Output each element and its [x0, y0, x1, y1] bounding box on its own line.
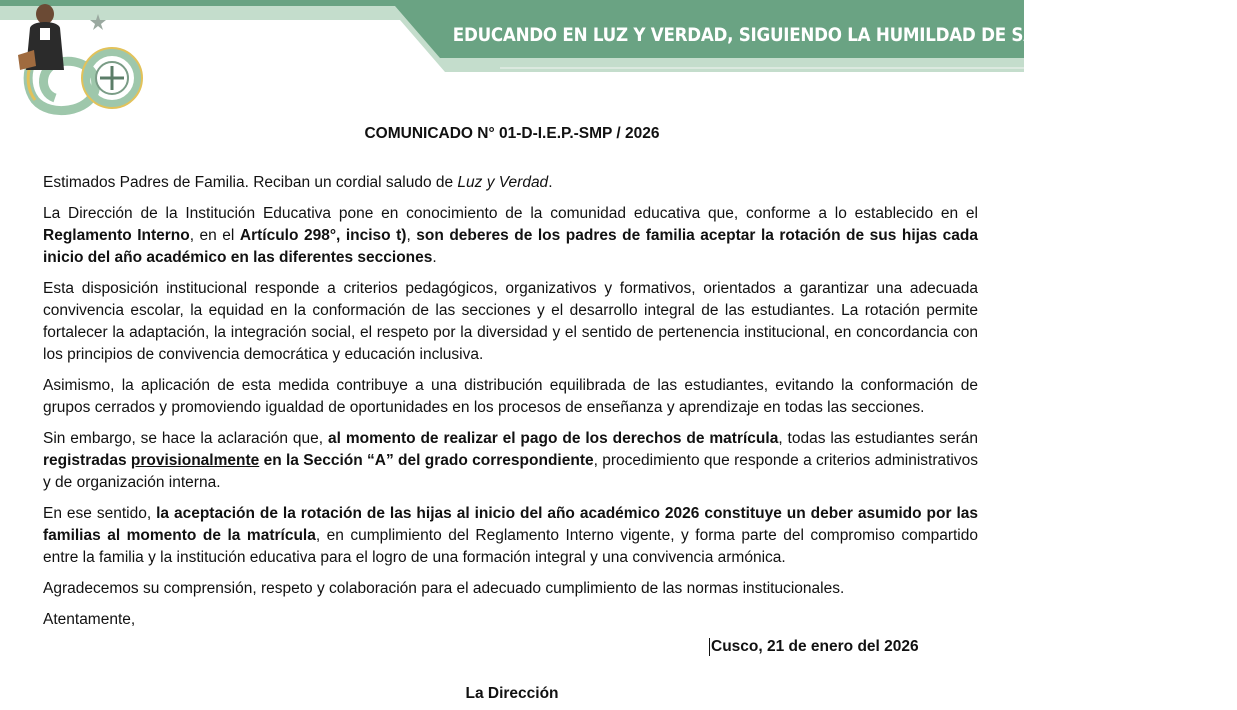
school-logo-icon [0, 0, 160, 115]
paragraph-clarification [43, 428, 978, 494]
commitment-bold: la aceptación de la rotación de las hijas al inicio del año académico 2026 constituye un deber asumido por las familias al momento de la matrícula [43, 505, 978, 544]
regulation-bold-1: Reglamento Interno [43, 227, 190, 244]
commitment-text-1: En ese sentido, [43, 505, 157, 522]
regulation-bold-2: Artículo 298°, inciso t) [239, 227, 407, 244]
greeting-end: . [548, 174, 553, 191]
greeting-text: Estimados Padres de Familia. Reciban un cordial saludo de [43, 174, 458, 191]
paragraph-commitment [43, 503, 978, 569]
document-date: Cusco, 21 de enero del 2026 [711, 638, 919, 655]
regulation-text-4: . [432, 249, 437, 266]
letterhead [0, 0, 1237, 120]
paragraph-thanks: Agradecemos su comprensión, respeto y colaboración para el adecuado cumplimiento de las normas institucionales. [43, 580, 845, 597]
clarification-underlined: provisionalmente [130, 452, 260, 469]
clarification-bold-2: registradas [43, 452, 131, 469]
closing: Atentamente, [43, 611, 136, 628]
clarification-bold-3: en la Sección “A” del grado correspondiente [259, 452, 594, 469]
clarification-text-3: , procedimiento que responde a criterios administrativos y de organización interna. [43, 452, 978, 491]
regulation-text-3: , [406, 227, 417, 244]
institution-motto: EDUCANDO EN LUZ Y VERDAD, SIGUIENDO LA HUMILDAD DE SAN MARTÍN DE PORRES [452, 24, 1237, 46]
greeting-motto: Luz y Verdad [457, 174, 549, 191]
paragraph-regulation [43, 203, 978, 269]
document-body [43, 172, 978, 640]
regulation-bold-3: son deberes de los padres de familia aceptar la rotación de sus hijas cada inicio del año académico en las diferentes secciones [43, 227, 979, 266]
signature: La Dirección [465, 685, 559, 702]
clarification-text-1: Sin embargo, se hace la aclaración que, [43, 430, 328, 447]
paragraph-distribution: Asimismo, la aplicación de esta medida contribuye a una distribución equilibrada de las estudiantes, evitando la conformación de grupos cerrados y promoviendo igualdad de oportunidades en los procesos de enseñanza y aprendizaje en todas las secciones. [43, 377, 978, 416]
document-title: COMUNICADO N° 01-D-I.E.P.-SMP / 2026 [364, 125, 660, 142]
clarification-text-2: , todas las estudiantes serán [778, 430, 978, 447]
paragraph-greeting [43, 172, 978, 194]
clarification-bold-1: al momento de realizar el pago de los derechos de matrícula [328, 430, 779, 447]
paragraph-disposition: Esta disposición institucional responde a criterios pedagógicos, organizativos y formativos, orientados a garantizar una adecuada convivencia escolar, la equidad en la conformación de las secciones y el desarrollo integral de las estudiantes. La rotación permite fortalecer la adaptación, la integración social, el respeto por la diversidad y el sentido de pertenencia institucional, en concordancia con los principios de convivencia democrática y educación inclusiva. [43, 280, 978, 363]
regulation-text-2: , en el [189, 227, 240, 244]
commitment-text-2: , en cumplimiento del Reglamento Interno vigente, y forma parte del compromiso compartido entre la familia y la institución educativa para el logro de una formación integral y una convivencia armónica. [43, 527, 978, 566]
regulation-text-1: La Dirección de la Institución Educativa pone en conocimiento de la comunidad educativa que, conforme a lo establecido en el [43, 205, 978, 222]
